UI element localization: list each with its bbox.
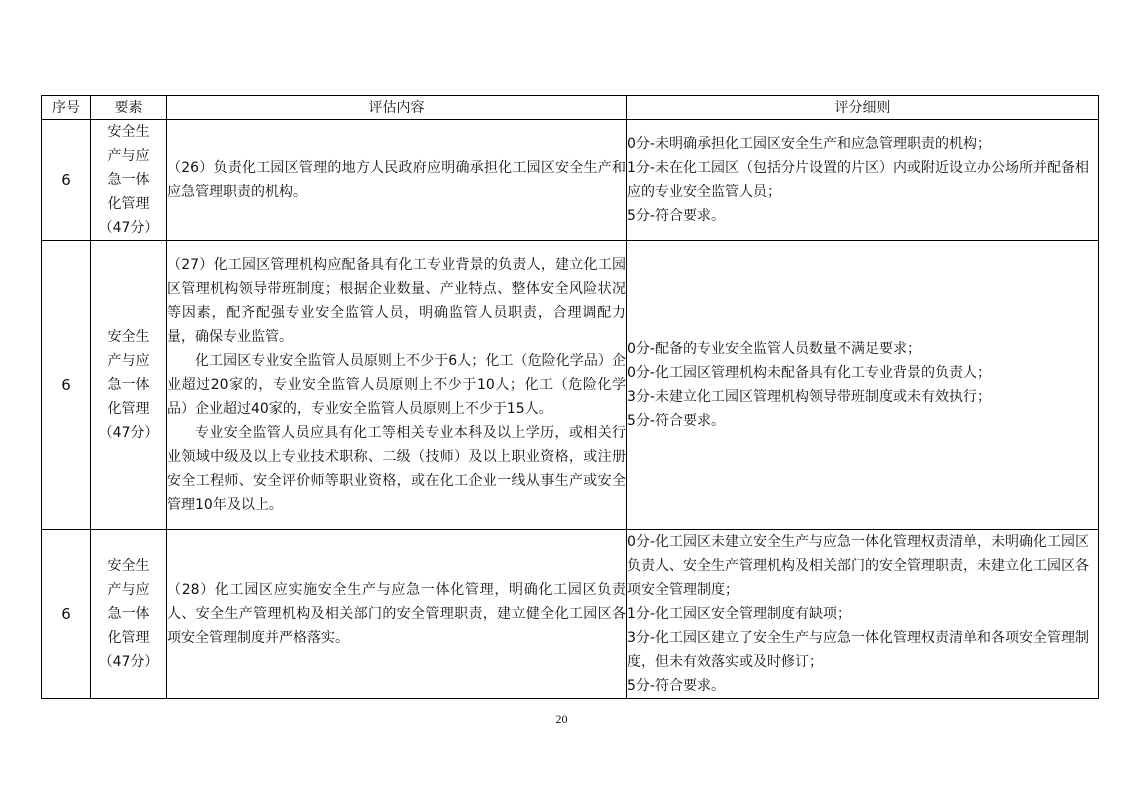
row-element — [91, 530, 167, 699]
element-line: 化管理 — [107, 630, 150, 646]
page-number: 20 — [555, 712, 568, 726]
element-line: （47分） — [98, 220, 159, 236]
score-item: 3分-化工园区建立了安全生产与应急一体化管理权责清单和各项安全管理制度，但未有效落实或及时修订； — [627, 630, 1089, 670]
content-paragraph: （28）化工园区应实施安全生产与应急一体化管理，明确化工园区负责人、安全生产管理机构及相关部门的安全管理职责，建立健全化工园区各项安全管理制度并严格落实。 — [167, 582, 626, 646]
content-paragraph: 化工园区专业安全监管人员原则上不少于6人；化工（危险化学品）企业超过20家的，专业安全监管人员原则上不少于10人；化工（危险化学品）企业超过40家的，专业安全监管人员原则上不少于15人。 — [167, 353, 626, 417]
score-item: 1分-未在化工园区（包括分片设置的片区）内或附近设立办公场所并配备相应的专业安全监管人员； — [627, 160, 1089, 200]
score-item: 5分-符合要求。 — [627, 678, 725, 694]
element-line: 安全生 — [107, 124, 150, 140]
header-score: 评分细则 — [627, 96, 1099, 120]
score-item: 5分-符合要求。 — [627, 208, 725, 224]
element-line: 急一体 — [107, 377, 150, 393]
content-paragraph: （26）负责化工园区管理的地方人民政府应明确承担化工园区安全生产和应急管理职责的机构。 — [167, 160, 626, 200]
row-score — [627, 120, 1099, 241]
header-index: 序号 — [42, 96, 91, 120]
element-line: 产与应 — [107, 148, 150, 164]
score-item: 5分-符合要求。 — [627, 413, 725, 429]
element-line: 急一体 — [107, 606, 150, 622]
row-element — [91, 120, 167, 241]
header-element: 要素 — [91, 96, 167, 120]
score-item: 3分-未建立化工园区管理机构领导带班制度或未有效执行； — [627, 389, 991, 405]
score-item: 1分-化工园区安全管理制度有缺项； — [627, 606, 851, 622]
score-item: 0分-化工园区未建立安全生产与应急一体化管理权责清单，未明确化工园区负责人、安全生产管理机构及相关部门的安全管理职责，未建立化工园区各项安全管理制度； — [627, 534, 1089, 598]
header-row — [42, 96, 1099, 120]
element-line: （47分） — [98, 425, 159, 441]
row-index: 6 — [42, 120, 91, 241]
table-row — [42, 530, 1099, 699]
table-row — [42, 120, 1099, 241]
row-content — [167, 120, 627, 241]
row-content — [167, 241, 627, 530]
row-element — [91, 241, 167, 530]
score-item: 0分-化工园区管理机构未配备具有化工专业背景的负责人； — [627, 365, 991, 381]
element-line: 产与应 — [107, 353, 150, 369]
header-content: 评估内容 — [167, 96, 627, 120]
row-index: 6 — [42, 241, 91, 530]
element-line: 产与应 — [107, 582, 150, 598]
content-paragraph: 专业安全监管人员应具有化工等相关专业本科及以上学历，或相关行业领域中级及以上专业技术职称、二级（技师）及以上职业资格，或注册安全工程师、安全评价师等职业资格，或在化工企业一线从事生产或安全管理10年及以上。 — [167, 425, 626, 513]
element-line: 安全生 — [107, 329, 150, 345]
row-score — [627, 241, 1099, 530]
score-item: 0分-配备的专业安全监管人员数量不满足要求； — [627, 341, 921, 357]
element-line: 化管理 — [107, 401, 150, 417]
element-line: 安全生 — [107, 558, 150, 574]
element-line: （47分） — [98, 654, 159, 670]
row-index: 6 — [42, 530, 91, 699]
table-row — [42, 241, 1099, 530]
element-line: 急一体 — [107, 172, 150, 188]
element-line: 化管理 — [107, 196, 150, 212]
row-content — [167, 530, 627, 699]
row-score — [627, 530, 1099, 699]
content-paragraph: （27）化工园区管理机构应配备具有化工专业背景的负责人，建立化工园区管理机构领导带班制度；根据企业数量、产业特点、整体安全风险状况等因素，配齐配强专业安全监管人员，明确监管人员职责，合理调配力量，确保专业监管。 — [167, 257, 626, 345]
score-item: 0分-未明确承担化工园区安全生产和应急管理职责的机构； — [627, 136, 991, 152]
evaluation-table — [41, 95, 1099, 699]
